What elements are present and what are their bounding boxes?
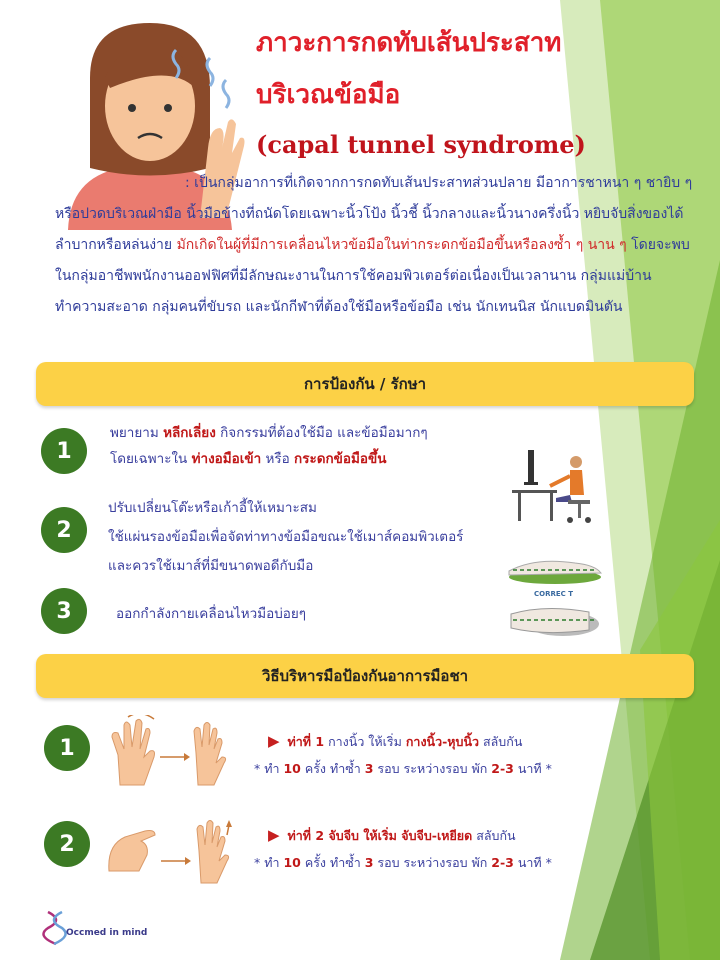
prevention-item-3: ออกกำลังกายเคลื่อนไหวมือบ่อยๆ: [116, 606, 307, 622]
reps-text: รอบ ระหว่างรอบ พัก: [373, 761, 492, 776]
reps-text: รอบ ระหว่างรอบ พัก: [373, 855, 492, 870]
reps-text: * ทำ: [254, 855, 284, 870]
rounds-count: 3: [364, 855, 374, 870]
intro-text-part1: : เป็นกลุ่มอาการที่เกิดจากการกดทับเส้นประสาทส่วนปลาย มีอาการชาหนา ๆ ชายิบ ๆ หรือปวดบริเวณฝ่ามือ นิ้วมือข้างที่ถนัดโดยเฉพาะนิ้วโป้ง นิ้วชี้ นิ้วกลางและนิ้วนางครึ่งนิ้ว หยิบจับสิ่งของได้ลำบากหรือหล่นง่าย: [55, 175, 693, 253]
finger-spread-illustration: [110, 715, 230, 787]
prevention-1-highlight-extend: กระดกข้อมือขึ้น: [294, 451, 387, 467]
reps-text: นาที *: [513, 855, 552, 870]
rounds-count: 3: [364, 761, 374, 776]
pinch-stretch-illustration: [105, 815, 235, 885]
prevention-1-text-or: หรือ: [261, 451, 295, 467]
intro-paragraph: [55, 168, 695, 323]
rest-minutes: 2-3: [491, 761, 514, 776]
mouse-grip-illustration: [505, 600, 605, 640]
prevention-1-text-a: พยายาม: [110, 425, 164, 441]
correct-label: CORREC T: [534, 590, 573, 598]
prevention-1-text-d: โดยเฉพาะใน: [110, 451, 192, 467]
prevention-heading: การป้องกัน / รักษา: [36, 362, 694, 406]
reps-text: ครั้ง ทำซ้ำ: [300, 761, 365, 776]
prevention-1-highlight-avoid: หลีกเลี่ยง: [163, 425, 216, 441]
reps-text: ครั้ง ทำซ้ำ: [300, 855, 365, 870]
prevention-number-3: 3: [41, 588, 87, 634]
exercise-2-highlight: จับจีบ-เหยียด: [401, 828, 473, 843]
reps-count: 10: [283, 761, 301, 776]
exercise-1-desc: กางนิ้ว ให้เริ่ม: [324, 734, 406, 749]
play-triangle-icon: ▶: [268, 826, 280, 844]
intro-text-highlight: มักเกิดในผู้ที่มีการเคลื่อนไหวข้อมือในท่ากระดกข้อมือขึ้นหรือลงซ้ำ ๆ นาน ๆ: [176, 237, 627, 253]
prevention-number-2: 2: [41, 507, 87, 553]
page-subtitle: (capal tunnel syndrome): [256, 130, 586, 159]
wrist-pad-illustration: [505, 555, 605, 585]
prevention-item-2: [108, 494, 528, 581]
occmed-logo: [42, 910, 152, 950]
exercise-2-alternate: สลับกัน: [472, 828, 516, 843]
prevention-item-1: [110, 420, 530, 472]
play-triangle-icon: ▶: [268, 732, 280, 750]
exercise-1-text: [268, 728, 688, 755]
prevention-number-1: 1: [41, 428, 87, 474]
exercise-2-text: [268, 822, 688, 849]
exercise-2-reps: [254, 850, 694, 876]
exercise-1-alternate: สลับกัน: [479, 734, 523, 749]
logo-text: Occmed in mind: [66, 928, 148, 938]
prevention-2-line2: ใช้แผ่นรองข้อมือเพื่อจัดท่าทางข้อมือขณะใช้เมาส์คอมพิวเตอร์: [108, 529, 464, 545]
rest-minutes: 2-3: [491, 855, 514, 870]
exercise-2-label: ท่าที่ 2: [287, 828, 325, 843]
prevention-2-line3: และควรใช้เมาส์ที่มีขนาดพอดีกับมือ: [108, 558, 314, 574]
intro-text-part3: โดยจะพบในกลุ่มอาชีพพนักงานออฟฟิศที่มีลักษณะงานในการใช้คอมพิวเตอร์ต่อเนื่องเป็นเวลานาน กลุ่มแม่บ้านทำความสะอาด กลุ่มคนที่ขับรถ และนักกีฬาที่ต้องใช้มือหรือข้อมือ เช่น นักเทนนิส นักแบดมินตัน: [55, 237, 690, 315]
reps-text: * ทำ: [254, 761, 284, 776]
prevention-2-line1: ปรับเปลี่ยนโต๊ะหรือเก้าอี้ให้เหมาะสม: [108, 500, 317, 516]
reps-text: นาที *: [513, 761, 552, 776]
exercise-number-2: 2: [44, 821, 90, 867]
exercise-2-desc: จับจีบ ให้เริ่ม: [324, 828, 402, 843]
page-title-line1: ภาวะการกดทับเส้นประสาท: [256, 28, 562, 58]
page-title-line2: บริเวณข้อมือ: [256, 80, 401, 110]
reps-count: 10: [283, 855, 301, 870]
exercise-number-1: 1: [44, 725, 90, 771]
prevention-1-text-c: กิจกรรมที่ต้องใช้มือ และข้อมือมากๆ: [215, 425, 428, 441]
exercise-heading: วิธีบริหารมือป้องกันอาการมือชา: [36, 654, 694, 698]
exercise-1-reps: [254, 756, 694, 782]
exercise-1-label: ท่าที่ 1: [287, 734, 325, 749]
exercise-1-highlight: กางนิ้ว-หุบนิ้ว: [405, 734, 480, 749]
prevention-1-highlight-flex: ท่างอมือเข้า: [191, 451, 262, 467]
